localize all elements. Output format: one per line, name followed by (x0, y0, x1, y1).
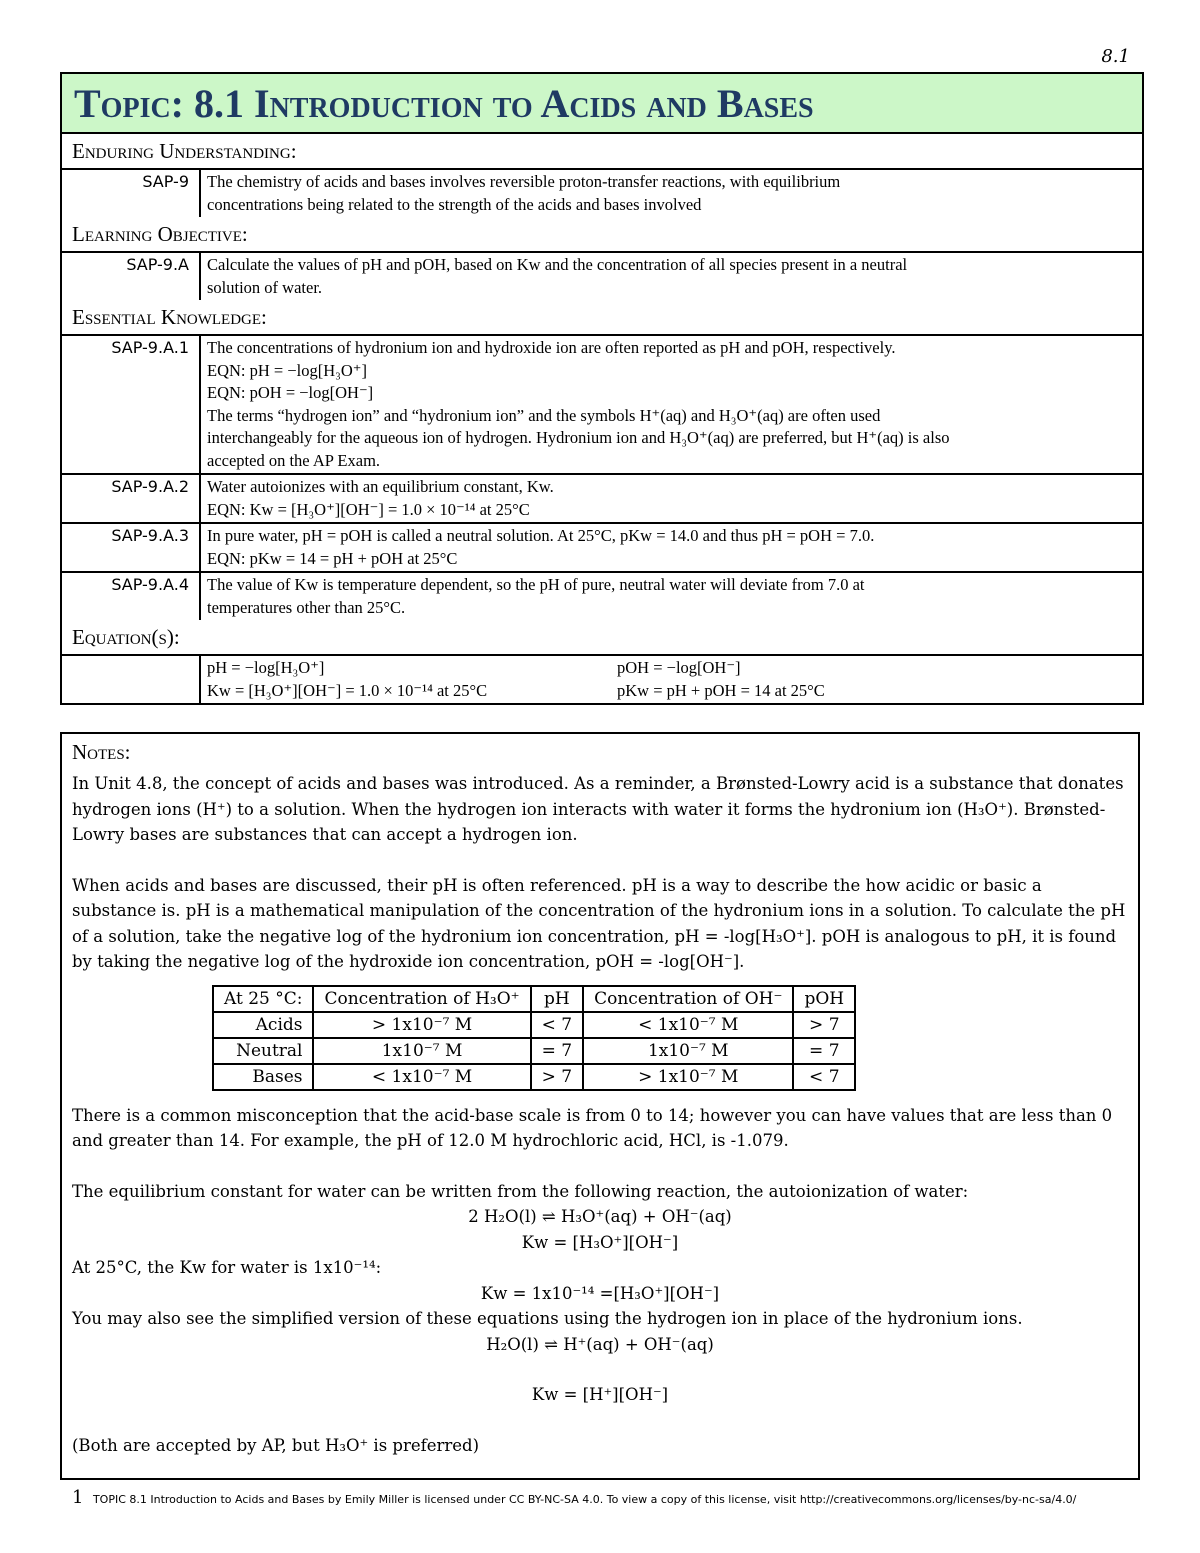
essential-knowledge-line: The terms “hydrogen ion” and “hydronium ion” and the symbols H⁺(aq) and H₃O⁺(aq) are often used (207, 405, 881, 425)
essential-knowledge-line: interchangeably for the aqueous ion of hydrogen. Hydronium ion and H₃O⁺(aq) are preferred, but H⁺(aq) is also (207, 428, 950, 447)
table-row (62, 170, 1142, 217)
equation-kw-expression: Kw = [H₃O⁺][OH⁻] (521, 1232, 679, 1252)
enduring-heading: Enduring Understanding: (62, 134, 1142, 170)
learning-objective-line: solution of water. (207, 277, 323, 297)
ph-table-cell: < 1x10⁻⁷ M (313, 1064, 530, 1090)
enduring-understanding-line: concentrations being related to the strength of the acids and bases involved (207, 194, 702, 214)
essential-knowledge-code: SAP-9.A.1 (62, 336, 200, 474)
equation-poh: pOH = −log[OH⁻] (617, 658, 741, 677)
footer-page-number: 1 (72, 1487, 84, 1508)
essential-knowledge-code: SAP-9.A.2 (62, 474, 200, 523)
ph-table (212, 985, 856, 1091)
essential-knowledge-text (200, 336, 1142, 474)
ph-table-cell: Acids (213, 1012, 313, 1038)
ph-table-cell: < 7 (793, 1064, 855, 1090)
objective-heading: Learning Objective: (62, 217, 1142, 253)
notes-paragraph-4: The equilibrium constant for water can be written from the following reaction, the autoionization of water: (72, 1181, 969, 1201)
topic-title: Topic: 8.1 Introduction to Acids and Bases (62, 74, 1142, 134)
ph-table-cell: 1x10⁻⁷ M (583, 1038, 793, 1064)
footer (72, 1487, 1076, 1508)
notes-paragraph-1: In Unit 4.8, the concept of acids and bases was introduced. As a reminder, a Brønsted-Lowry acid is a substance that donates hydrogen ions (H⁺) to a solution. When the hydrogen ion interacts with water it forms the hydronium ion (H₃O⁺). Brønsted-Lowry bases are substances that can accept a hydrogen ion. (72, 774, 1124, 844)
notes-heading: Notes: (72, 740, 131, 764)
ph-table-cell: < 7 (531, 1012, 583, 1038)
essential-knowledge-code: SAP-9.A.3 (62, 523, 200, 572)
enduring-table (62, 170, 1142, 217)
ph-table-cell: > 1x10⁻⁷ M (313, 1012, 530, 1038)
equation-kw: Kw = [H₃O⁺][OH⁻] = 1.0 × 10⁻¹⁴ at 25°C (207, 680, 488, 700)
essential-knowledge-line: The concentrations of hydronium ion and hydroxide ion are often reported as pH and pOH, respectively. (207, 338, 896, 357)
notes-paragraph-7: (Both are accepted by AP, but H₃O⁺ is preferred) (72, 1435, 480, 1455)
essential-knowledge-line: The value of Kw is temperature dependent, so the pH of pure, neutral water will deviate from 7.0 at (207, 575, 865, 594)
ph-table-header-cell: pH (531, 986, 583, 1012)
ph-table-header-cell: Concentration of H₃O⁺ (313, 986, 530, 1012)
ph-table-cell: = 7 (793, 1038, 855, 1064)
ph-table-header (213, 986, 855, 1012)
equations-table (62, 656, 1142, 703)
table-row (62, 523, 1142, 572)
footer-credit: TOPIC 8.1 Introduction to Acids and Bases by Emily Miller is licensed under CC BY-NC-SA 4.0. To view a copy of this license, visit http://creativecommons.org/licenses/by-nc-sa/4.0/ (92, 1493, 1077, 1506)
ph-table-cell: = 7 (531, 1038, 583, 1064)
essential-knowledge-line: Water autoionizes with an equilibrium constant, Kw. (207, 477, 554, 496)
ph-table-cell: Bases (213, 1064, 313, 1090)
notes-box (60, 732, 1140, 1480)
table-row (213, 1012, 855, 1038)
equations-code-cell (62, 656, 200, 703)
table-row (213, 1038, 855, 1064)
equation-kw-simplified: Kw = [H⁺][OH⁻] (531, 1385, 669, 1404)
ph-table-cell: > 7 (793, 1012, 855, 1038)
learning-objective-text (200, 253, 1142, 300)
table-row (62, 572, 1142, 620)
ph-table-cell: < 1x10⁻⁷ M (583, 1012, 793, 1038)
learning-objective-code: SAP-9.A (62, 253, 200, 300)
table-row (213, 1064, 855, 1090)
learning-objective-line: Calculate the values of pH and pOH, based on Kw and the concentration of all species present in a neutral (207, 255, 908, 274)
essential-heading: Essential Knowledge: (62, 300, 1142, 336)
essential-table (62, 336, 1142, 620)
essential-knowledge-line: In pure water, pH = pOH is called a neutral solution. At 25°C, pKw = 14.0 and thus pH = pOH = 7.0. (207, 526, 875, 545)
equation-kw-value: Kw = 1x10⁻¹⁴ =[H₃O⁺][OH⁻] (480, 1283, 720, 1303)
essential-knowledge-line: EQN: pOH = −log[OH⁻] (207, 383, 374, 402)
equation-autoionization: 2 H₂O(l) ⇌ H₃O⁺(aq) + OH⁻(aq) (468, 1207, 732, 1226)
essential-knowledge-text (200, 572, 1142, 620)
equation-simplified: H₂O(l) ⇌ H⁺(aq) + OH⁻(aq) (486, 1334, 714, 1354)
essential-knowledge-line: temperatures other than 25°C. (207, 597, 406, 617)
topic-box (60, 72, 1144, 705)
equation-ph: pH = −log[H₃O⁺] (207, 658, 325, 677)
objective-table (62, 253, 1142, 300)
notes-paragraph-5: At 25°C, the Kw for water is 1x10⁻¹⁴: (72, 1258, 382, 1277)
ph-table-cell: Neutral (213, 1038, 313, 1064)
essential-knowledge-line: EQN: pKw = 14 = pH + pOH at 25°C (207, 548, 458, 568)
notes-paragraph-6: You may also see the simplified version of these equations using the hydrogen ion in place of the hydronium ions. (72, 1309, 1023, 1328)
equations-cell (200, 656, 1142, 703)
page-label: 8.1 (1101, 46, 1130, 67)
enduring-understanding-code: SAP-9 (62, 170, 200, 217)
essential-knowledge-line: EQN: pH = −log[H₃O⁺] (207, 360, 368, 380)
ph-table-header-cell: pOH (793, 986, 855, 1012)
essential-knowledge-text (200, 474, 1142, 523)
essential-knowledge-line: accepted on the AP Exam. (207, 450, 381, 470)
essential-knowledge-text (200, 523, 1142, 572)
ph-table-cell: > 7 (531, 1064, 583, 1090)
table-row (62, 474, 1142, 523)
notes-paragraph-3: There is a common misconception that the acid-base scale is from 0 to 14; however you can have values that are less than 0 and greater than 14. For example, the pH of 12.0 M hydrochloric acid, HCl, is -1.079. (72, 1105, 1113, 1150)
ph-table-cell: > 1x10⁻⁷ M (583, 1064, 793, 1090)
table-row (62, 336, 1142, 474)
essential-knowledge-line: EQN: Kw = [H₃O⁺][OH⁻] = 1.0 × 10⁻¹⁴ at 25°C (207, 499, 530, 519)
enduring-understanding-text (200, 170, 1142, 217)
enduring-understanding-line: The chemistry of acids and bases involves reversible proton-transfer reactions, with equilibrium (207, 172, 841, 191)
equations-heading: Equation(s): (62, 620, 1142, 656)
table-row (62, 253, 1142, 300)
ph-table-header-cell: Concentration of OH⁻ (583, 986, 793, 1012)
equation-pkw: pKw = pH + pOH = 14 at 25°C (617, 680, 825, 700)
notes-paragraph-2: When acids and bases are discussed, their pH is often referenced. pH is a way to describe the how acidic or basic a substance is. pH is a mathematical manipulation of the concentration of the hydronium ions in a solution. To calculate the pH of a solution, take the negative log of the hydronium ion concentration, pH = -log[H₃O⁺]. pOH is analogous to pH, it is found by taking the negative log of the hydroxide ion concentration, pOH = -log[OH⁻]. (72, 875, 1126, 971)
ph-table-header-cell: At 25 °C: (213, 986, 313, 1012)
ph-table-cell: 1x10⁻⁷ M (313, 1038, 530, 1064)
essential-knowledge-code: SAP-9.A.4 (62, 572, 200, 620)
